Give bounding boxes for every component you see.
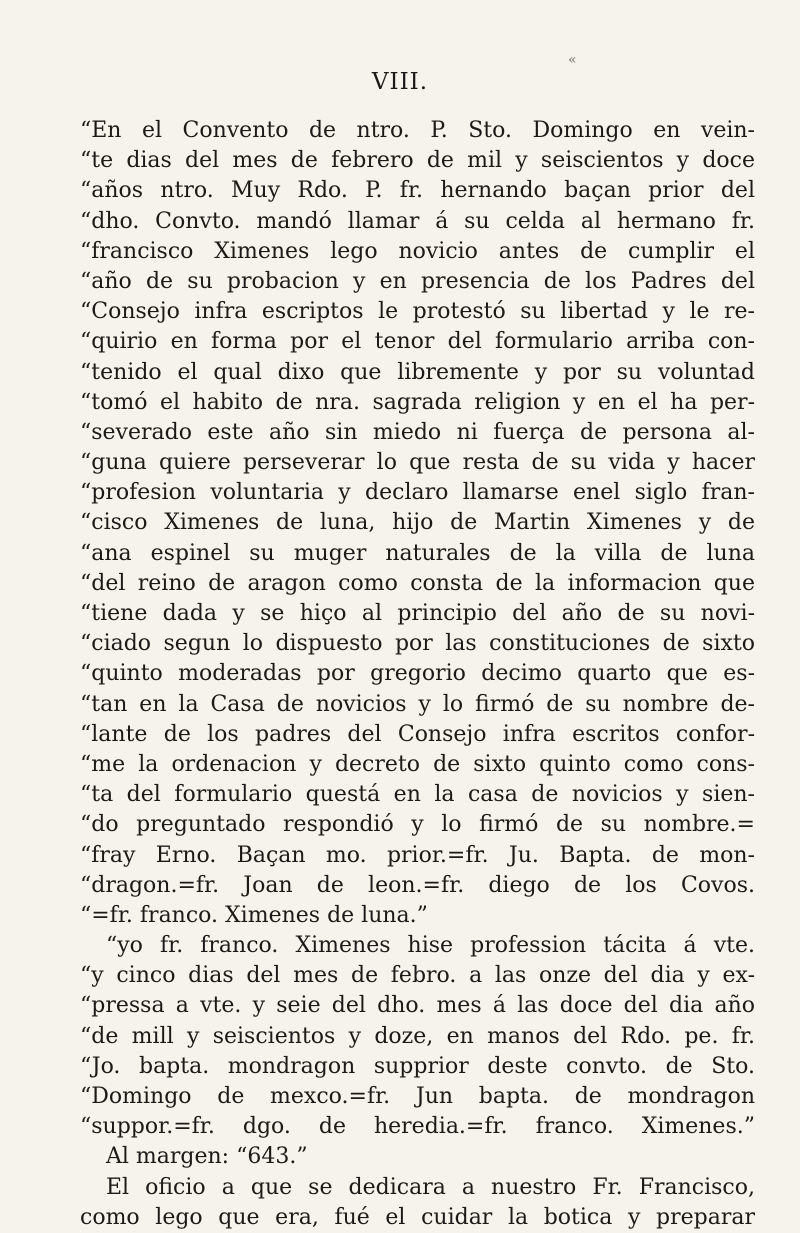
text-line: “lante de los padres del Consejo infra escritos confor-: [80, 721, 755, 747]
text-line: “do preguntado respondió y lo firmó de su nombre.=: [80, 812, 755, 838]
body-text: [80, 116, 755, 1233]
text-line: “dragon.=fr. Joan de leon.=fr. diego de los Covos.: [80, 872, 755, 898]
text-line: “quinto moderadas por gregorio decimo quarto que es-: [80, 661, 755, 687]
text-line: “ta del formulario questá en la casa de novicios y sien-: [80, 782, 755, 808]
text-line: “te dias del mes de febrero de mil y seiscientos y doce: [80, 148, 755, 174]
text-line: “dho. Convto. mandó llamar á su celda al hermano fr.: [80, 208, 755, 234]
text-line: como lego que era, fué el cuidar la botica y preparar: [80, 1204, 755, 1230]
text-line: “años ntro. Muy Rdo. P. fr. hernando baçan prior del: [80, 178, 755, 204]
text-line: El oficio a que se dedicara a nuestro Fr. Francisco,: [106, 1174, 755, 1200]
text-line: “cisco Ximenes de luna, hijo de Martin Ximenes y de: [80, 510, 755, 536]
text-line: “quirio en forma por el tenor del formulario arriba con-: [80, 329, 755, 355]
page-number: VIII.: [371, 69, 429, 95]
text-line: “fray Erno. Baçan mo. prior.=fr. Ju. Bapta. de mon-: [80, 842, 755, 868]
text-line: “ana espinel su muger naturales de la villa de luna: [80, 540, 755, 566]
text-line: “guna quiere perseverar lo que resta de su vida y hacer: [80, 450, 755, 476]
margin-note: Al margen: “643.”: [106, 1144, 308, 1170]
text-line: “Consejo infra escriptos le protestó su libertad y le re-: [80, 299, 755, 325]
printer-mark: «: [568, 52, 577, 68]
text-line: “Jo. bapta. mondragon supprior deste convto. de Sto.: [80, 1053, 755, 1079]
text-line: “me la ordenacion y decreto de sixto quinto como cons-: [80, 751, 755, 777]
text-line: “severado este año sin miedo ni fuerça de persona al-: [80, 419, 755, 445]
text-line: “profesion voluntaria y declaro llamarse enel siglo fran-: [80, 480, 755, 506]
text-line: “francisco Ximenes lego novicio antes de cumplir el: [80, 238, 755, 264]
text-line: “de mill y seiscientos y doze, en manos del Rdo. pe. fr.: [80, 1023, 755, 1049]
text-line: “año de su probacion y en presencia de los Padres del: [80, 268, 755, 294]
text-line: “tomó el habito de nra. sagrada religion y en el ha per-: [80, 389, 755, 415]
text-line: “pressa a vte. y seie del dho. mes á las doce del dia año: [80, 993, 755, 1019]
text-line: “tan en la Casa de novicios y lo firmó de su nombre de-: [80, 691, 755, 717]
text-line: “Domingo de mexco.=fr. Jun bapta. de mondragon: [80, 1084, 755, 1109]
text-line: “tiene dada y se hiço al principio del año de su novi-: [80, 601, 755, 626]
text-line: “ciado segun lo dispuesto por las constituciones de sixto: [80, 631, 755, 657]
text-line: “suppor.=fr. dgo. de heredia.=fr. franco. Ximenes.”: [80, 1114, 755, 1140]
text-line: “tenido el qual dixo que libremente y por su voluntad: [80, 359, 755, 385]
text-line: “=fr. franco. Ximenes de luna.”: [80, 902, 428, 928]
text-line: “del reino de aragon como consta de la informacion que: [80, 570, 755, 596]
text-line: “yo fr. franco. Ximenes hise profession tácita á vte.: [106, 933, 755, 959]
text-line: “En el Convento de ntro. P. Sto. Domingo en vein-: [80, 118, 755, 143]
text-line: “y cinco dias del mes de febro. a las onze del dia y ex-: [80, 963, 755, 989]
